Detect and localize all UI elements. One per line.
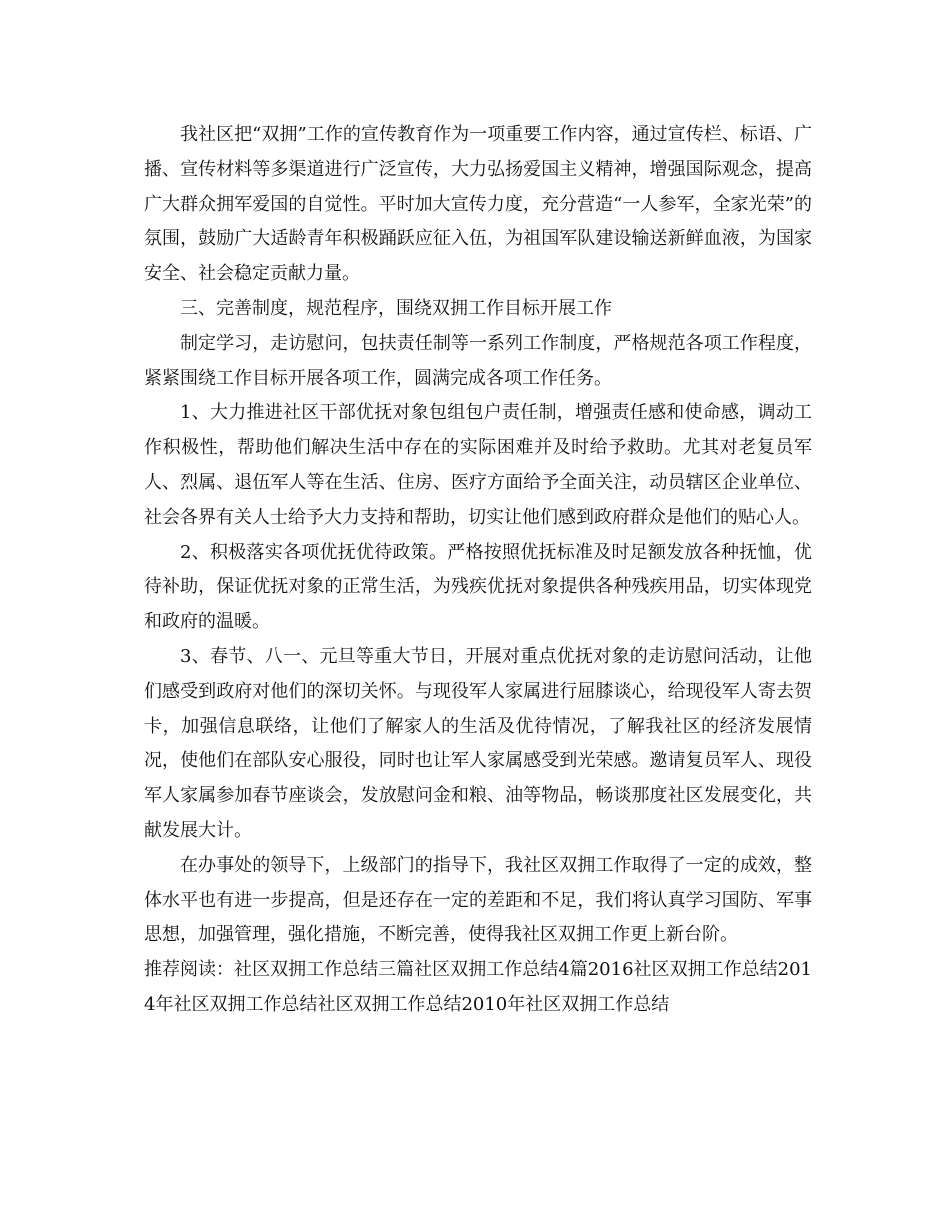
recommended-reading: 推荐阅读：社区双拥工作总结三篇社区双拥工作总结4篇2016社区双拥工作总结2014年社区双拥工作总结社区双拥工作总结2010年社区双拥工作总结 (144, 959, 812, 1015)
paragraph-item-3: 3、春节、八一、元旦等重大节日，开展对重点优抚对象的走访慰问活动，让他们感受到政府对他们的深切关怀。与现役军人家属进行屈膝谈心，给现役军人寄去贺卡，加强信息联络，让他们了解家人的生活及优待情况，了解我社区的经济发展情况，使他们在部队安心服役，同时也让军人家属感受到光荣感。邀请复员军人、现役军人家属参加春节座谈会，发放慰问金和粮、油等物品，畅谈那度社区发展变化，共献发展大计。 (144, 645, 812, 841)
paragraph-item-1: 1、大力推进社区干部优抚对象包组包户责任制，增强责任感和使命感，调动工作积极性，帮助他们解决生活中存在的实际困难并及时给予救助。尤其对老复员军人、烈属、退伍军人等在生活、住房、医疗方面给予全面关注，动员辖区企业单位、社会各界有关人士给予大力支持和帮助，切实让他们感到政府群众是他们的贴心人。 (144, 402, 812, 528)
paragraph-item-2: 2、积极落实各项优抚优待政策。严格按照优抚标准及时足额发放各种抚恤，优待补助，保证优抚对象的正常生活，为残疾优抚对象提供各种残疾用品，切实体现党和政府的温暖。 (144, 541, 812, 633)
paragraph-systems: 制定学习，走访慰问，包扶责任制等一系列工作制度，严格规范各项工作程度，紧紧围绕工作目标开展各项工作，圆满完成各项工作任务。 (144, 332, 812, 389)
paragraph-publicity: 我社区把“双拥”工作的宣传教育作为一项重要工作内容，通过宣传栏、标语、广播、宣传材料等多渠道进行广泛宣传，大力弘扬爱国主义精神，增强国际观念，提高广大群众拥军爱国的自觉性。平时加大宣传力度，充分营造“一人参军，全家光荣”的氛围，鼓励广大适龄青年积极踊跃应征入伍，为祖国军队建设输送新鲜血液，为国家安全、社会稳定贡献力量。 (144, 124, 812, 285)
section-heading-3: 三、完善制度，规范程序，围绕双拥工作目标开展工作 (180, 297, 612, 319)
paragraph-conclusion: 在办事处的领导下，上级部门的指导下，我社区双拥工作取得了一定的成效，整体水平也有进一步提高，但是还存在一定的差距和不足，我们将认真学习国防、军事思想，加强管理，强化措施，不断完善，使得我社区双拥工作更上新台阶。 (144, 854, 812, 946)
document-body (144, 118, 812, 1023)
